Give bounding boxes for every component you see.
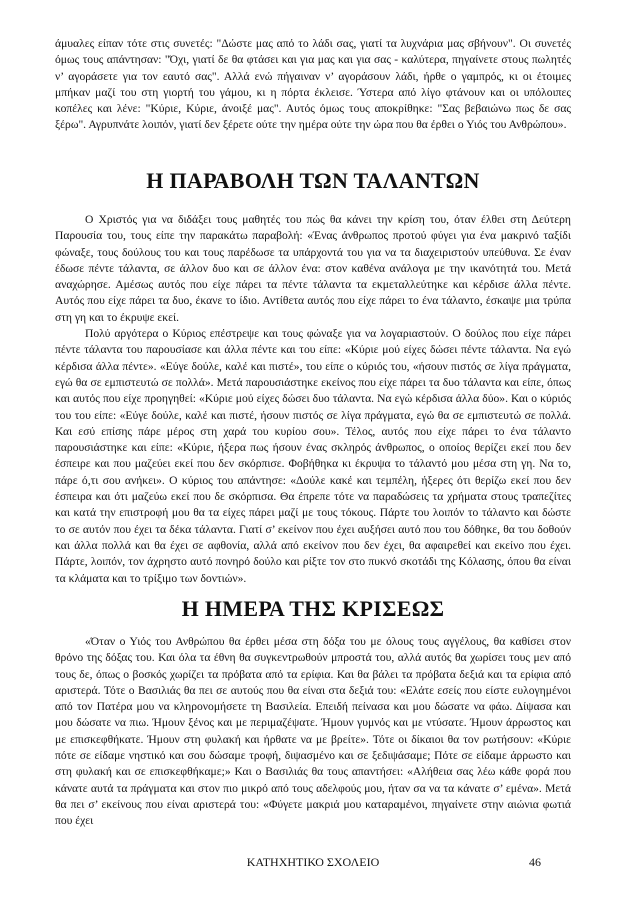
section-title-talents: Η ΠΑΡΑΒΟΛΗ ΤΩΝ ΤΑΛΑΝΤΩΝ	[146, 168, 480, 193]
intro-paragraph	[55, 36, 571, 134]
section-body-talents	[55, 212, 571, 587]
paragraph: «Όταν ο Υιός του Ανθρώπου θα έρθει μέσα στη δόξα του με όλους τους αγγέλους, θα καθίσει στον θρόνο της δόξας του. Και όλα τα έθνη θα συγκεντρωθούν μπροστά του, αλλά αυτός θα χωρίσει τους μεν από τους δε, όπως ο βοσκός χωρίζει τα πρόβατα από τα ερίφια. Και θα βάλει τα πρόβατα δεξιά και τα ερίφια από αριστερά. Τότε ο Βασιλιάς θα πει σε αυτούς που θα είναι στα δεξιά του: «Ελάτε εσείς που είστε ευλογημένοι από τον Πατέρα μου να κληρονομήσετε τη Βασιλεία. Επειδή πείνασα και μου δώσατε να φάω. Δίψασα και μου δώσατε να πιω. Ήμουν ξένος και με περιμαζέψατε. Ήμουν γυμνός και με ντύσατε. Ήμουν άρρωστος και με επισκεφθήκατε. Ήμουν στη φυλακή και ήρθατε να με βρείτε». Τότε οι δίκαιοι θα τον ρωτήσουν: «Κύριε πότε σε είδαμε νηστικό και σου δώσαμε τροφή, διψασμένο και σε ξεδιψάσαμε; Πότε σε είδαμε άρρωστο και στη φυλακή και σε επισκεφθήκαμε;» Και ο Βασιλιάς θα τους απαντήσει: «Αλήθεια σας λέω κάθε φορά που κάνατε αυτά τα πράγματα και στον πιο μικρό από τους αδελφούς μου, ήταν σα να τα κάνατε σ’ εμένα». Μετά θα πει σ’ εκείνους που είναι αριστερά του: «Φύγετε μακριά μου καταραμένοι, πηγαίνετε στην αιώνια φωτιά που έχει	[55, 635, 571, 828]
paragraph: Πολύ αργότερα ο Κύριος επέστρεψε και τους φώναξε για να λογαριαστούν. Ο δούλος που είχε πάρει πέντε τάλαντα του παρουσίασε και άλλα πέντε και του είπε: «Κύριε μού είχες δώσει πέντε τάλαντα. Να εγώ κέρδισα άλλα πέντε». «Εύγε δούλε, καλέ και πιστέ», του είπε ο κύριός του, «ήσουν πιστός σε λίγα πράγματα, εγώ θα σε εμπιστευτώ σε πολλά». Μετά παρουσιάστηκε εκείνος που είχε πάρει τα δυο τάλαντα και είπε, όπως και αυτός που είχε προηγηθεί: «Κύριε μού είχες δώσει δυο τάλαντα. Να εγώ κέρδισα άλλα δύο». Και ο κύριός του του είπε: «Εύγε δούλε, καλέ και πιστέ, ήσουν πιστός σε λίγα πράγματα, εγώ θα σε εμπιστευτώ σε πολλά. Και εσύ επίσης πάρε μέρος στη χαρά του κυρίου σου». Τέλος, αυτός που είχε πάρει το ένα τάλαντο παρουσιάστηκε και είπε: «Κύριε, ήξερα πως ήσουν ένας σκληρός άνθρωπος, ο οποίος θερίζει εκεί που δεν έσπειρε και που μαζεύει εκεί που δεν σκόρπισε. Φοβήθηκα κι έκρυψα το τάλαντό μου μέσα στη γη. Να το, πάρε ό,τι σου ανήκει». Ο κύριος του απάντησε: «Δούλε κακέ και τεμπέλη, ήξερες ότι θερίζω εκεί που δεν έσπειρα και ότι μαζεύω εκεί που δε σκόρπισα. Θα έπρεπε τότε να παραδώσεις τα χρήματα στους τραπεζίτες και κατά την επιστροφή μου θα τα είχες πάρει μαζί με τους τόκους. Πάρτε του λοιπόν το τάλαντο και δώστε το σε αυτόν που έχει τα δέκα τάλαντα. Γιατί σ’ εκείνον που έχει αυξήσει αυτό που του δόθηκε, θα του δοθούν και άλλα πολλά και θα έχει σε αφθονία, αλλά από εκείνον που δεν έχει, θα αφαιρεθεί και εκείνο που έχει. Πάρτε, λοιπόν, τον άχρηστο αυτό πονηρό δούλο και ρίξτε τον στο πυκνό σκοτάδι της Κόλασης, όπου θα είναι τα κλάματα και το τρίξιμο των δοντιών».	[55, 327, 571, 585]
section-body-judgment	[55, 634, 571, 830]
paragraph: Ο Χριστός για να διδάξει τους μαθητές του πώς θα κάνει την κρίση του, όταν έλθει στη Δεύτερη Παρουσία του, τους είπε την παρακάτω παραβολή: «Ένας άνθρωπος προτού φύγει για ένα μακρινό ταξίδι φώναξε, τους δούλους του και τους παρέδωσε τα υπάρχοντά του για να τα διαχειριστούν υπεύθυνα. Σε έναν έδωσε πέντε τάλαντα, σε άλλον δυο και σε άλλον ένα: στον καθένα ανάλογα με την ικανότητά του. Μετά αναχώρησε. Αμέσως αυτός που είχε πάρει τα πέντε τάλαντα τα εκμεταλλεύτηκε και κέρδισε άλλα πέντε. Αυτός που είχε πάρει τα δυο, έκανε το ίδιο. Αντίθετα αυτός που είχε πάρει το ένα τάλαντο, έσκαψε μια τρύπα στη γη και το έκρυψε εκεί.	[55, 213, 571, 324]
footer-label: ΚΑΤΗΧΗΤΙΚΟ ΣΧΟΛΕΙΟ	[246, 855, 380, 869]
page-number: 46	[529, 855, 541, 869]
section-title-judgment: Η ΗΜΕΡΑ ΤΗΣ ΚΡΙΣΕΩΣ	[181, 596, 445, 621]
intro-text: άμυαλες είπαν τότε στις συνετές: "Δώστε μας από το λάδι σας, γιατί τα λυχνάρια μας σβήνουν". Οι συνετές όμως τους απάντησαν: "Όχι, γιατί δε θα φτάσει και για μας και για σας - καλύτερα, πηγαίνετε στους πωλητές ν’ αγοράσετε για τον εαυτό σας". Αλλά ενώ πήγαιναν ν’ αγοράσουν λάδι, ήρθε ο γαμπρός, κι οι έτοιμες μπήκαν μαζί του στη γιορτή του γάμου, κι η πόρτα έκλεισε. Ύστερα από λίγο φτάνουν και οι υπόλοιπες κοπέλες και λένε: "Κύριε, Κύριε, άνοιξέ μας". Αυτός όμως τους αποκρίθηκε: "Σας βεβαιώνω πως δε σας ξέρω". Αγρυπνάτε λοιπόν, γιατί δεν ξέρετε ούτε την ημέρα ούτε την ώρα που θα έρθει ο Υιός του Ανθρώπου».	[55, 37, 571, 132]
